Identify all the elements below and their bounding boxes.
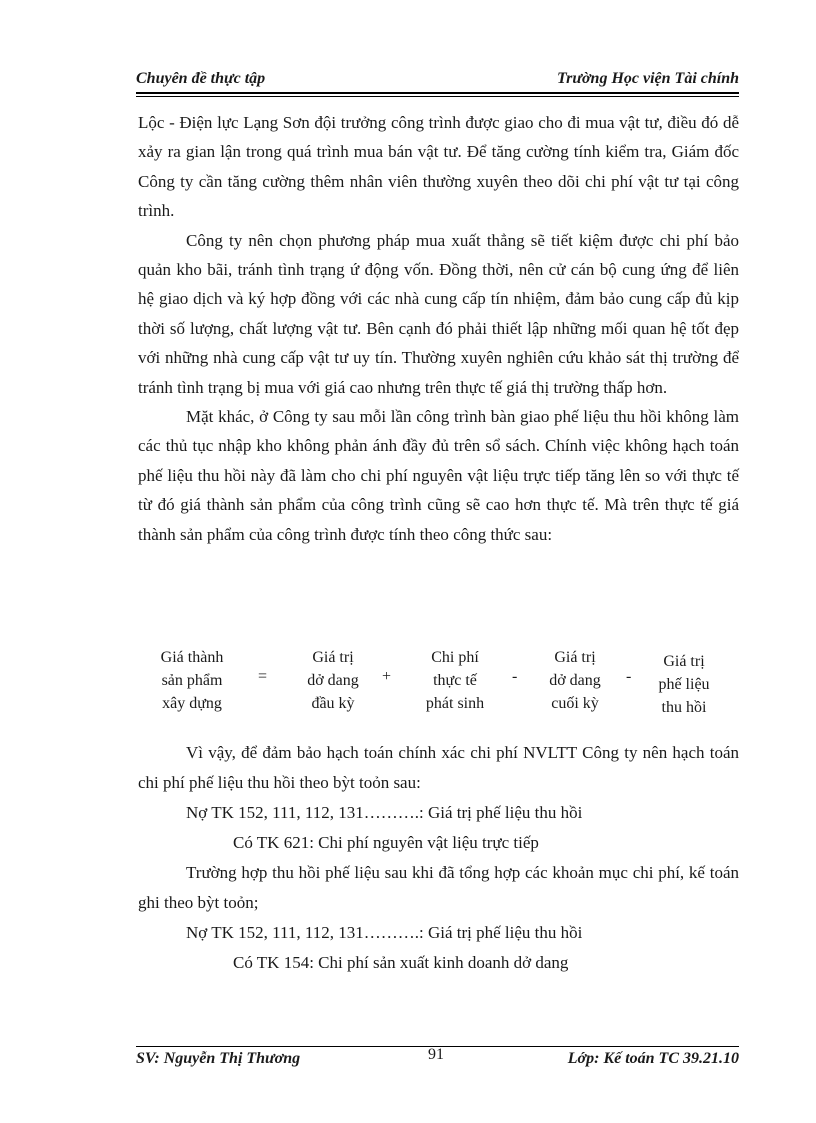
entries-case: Trường hợp thu hồi phế liệu sau khi đã tổng hợp các khoản mục chi phí, kế toán ghi theo bỳt toỏn; (138, 863, 739, 912)
formula-term-wip-begin: Giá trị dở dang đầu kỳ (307, 649, 359, 712)
body-text (138, 108, 739, 549)
header-rule (136, 92, 739, 94)
formula-operator: = (258, 668, 268, 685)
footer-class: Lớp: Kế toán TC 39.21.10 (567, 1050, 739, 1067)
formula-operator: - (626, 668, 632, 685)
page-footer (136, 1046, 739, 1074)
formula-term-wip-end: Giá trị dở dang cuối kỳ (549, 649, 601, 712)
formula-operator: - (512, 668, 518, 685)
page-header (136, 70, 739, 94)
paragraph: Mặt khác, ở Công ty sau mỗi lần công trình bàn giao phế liệu thu hồi không làm các thủ tục nhập kho không phản ánh đầy đủ trên sổ sách. Chính việc không hạch toán phế liệu thu hồi này đã làm cho chi phí nguyên vật liệu trực tiếp tăng lên so với thực tế từ đó giá thành sản phẩm của công trình cũng sẽ cao hơn thực tế. Mà trên thực tế giá thành sản phẩm của công trình được tính theo công thức sau: (138, 407, 739, 544)
credit-entry: Có TK 154: Chi phí sản xuất kinh doanh dở dang (233, 953, 569, 972)
footer-student: SV: Nguyễn Thị Thương (136, 1050, 301, 1067)
accounting-entries (138, 738, 739, 978)
header-school: Trường Học viện Tài chính (556, 70, 739, 87)
formula-term-actual-cost: Chi phí thực tế phát sinh (425, 649, 485, 712)
paragraph: Lộc - Điện lực Lạng Sơn đội trưởng công trình được giao cho đi mua vật tư, điều đó dễ xảy ra gian lận trong quá trình mua bán vật tư. Để tăng cường tính kiểm tra, Giám đốc Công ty cần tăng cường thêm nhân viên thường xuyên theo dõi chi phí vật tư tại công trình. (138, 113, 739, 221)
credit-entry: Có TK 621: Chi phí nguyên vật liệu trực tiếp (233, 833, 539, 852)
entries-intro: Vì vậy, để đảm bảo hạch toán chính xác chi phí NVLTT Công ty nên hạch toán chi phí phế liệu thu hồi theo bỳt toỏn sau: (138, 743, 739, 792)
debit-entry: Nợ TK 152, 111, 112, 131……….: Giá trị phế liệu thu hồi (186, 923, 583, 942)
paragraph: Công ty nên chọn phương pháp mua xuất thẳng sẽ tiết kiệm được chi phí bảo quản kho bãi, tránh tình trạng ứ động vốn. Đồng thời, nên cử cán bộ cung ứng để liên hệ giao dịch và ký hợp đồng với các nhà cung cấp tín nhiệm, đảm bảo cung cấp đủ kịp thời số lượng, chất lượng vật tư. Bên cạnh đó phải thiết lập những mối quan hệ tốt đẹp với những nhà cung cấp vật tư uy tín. Thường xuyên nghiên cứu khảo sát thị trường để tránh tình trạng bị mua với giá cao nhưng trên thực tế giá thị trường thấp hơn. (138, 230, 739, 397)
formula-operator: + (382, 668, 392, 685)
header-title: Chuyên đề thực tập (136, 70, 266, 87)
page-number: 91 (428, 1046, 444, 1063)
formula-term-product-cost: Giá thành sản phẩm xây dựng (160, 649, 224, 712)
debit-entry: Nợ TK 152, 111, 112, 131……….: Giá trị phế liệu thu hồi (186, 803, 583, 822)
header-rule-thin (136, 96, 739, 97)
formula-term-scrap-value: Giá trị phế liệu thu hồi (658, 653, 710, 716)
cost-formula (152, 646, 732, 722)
